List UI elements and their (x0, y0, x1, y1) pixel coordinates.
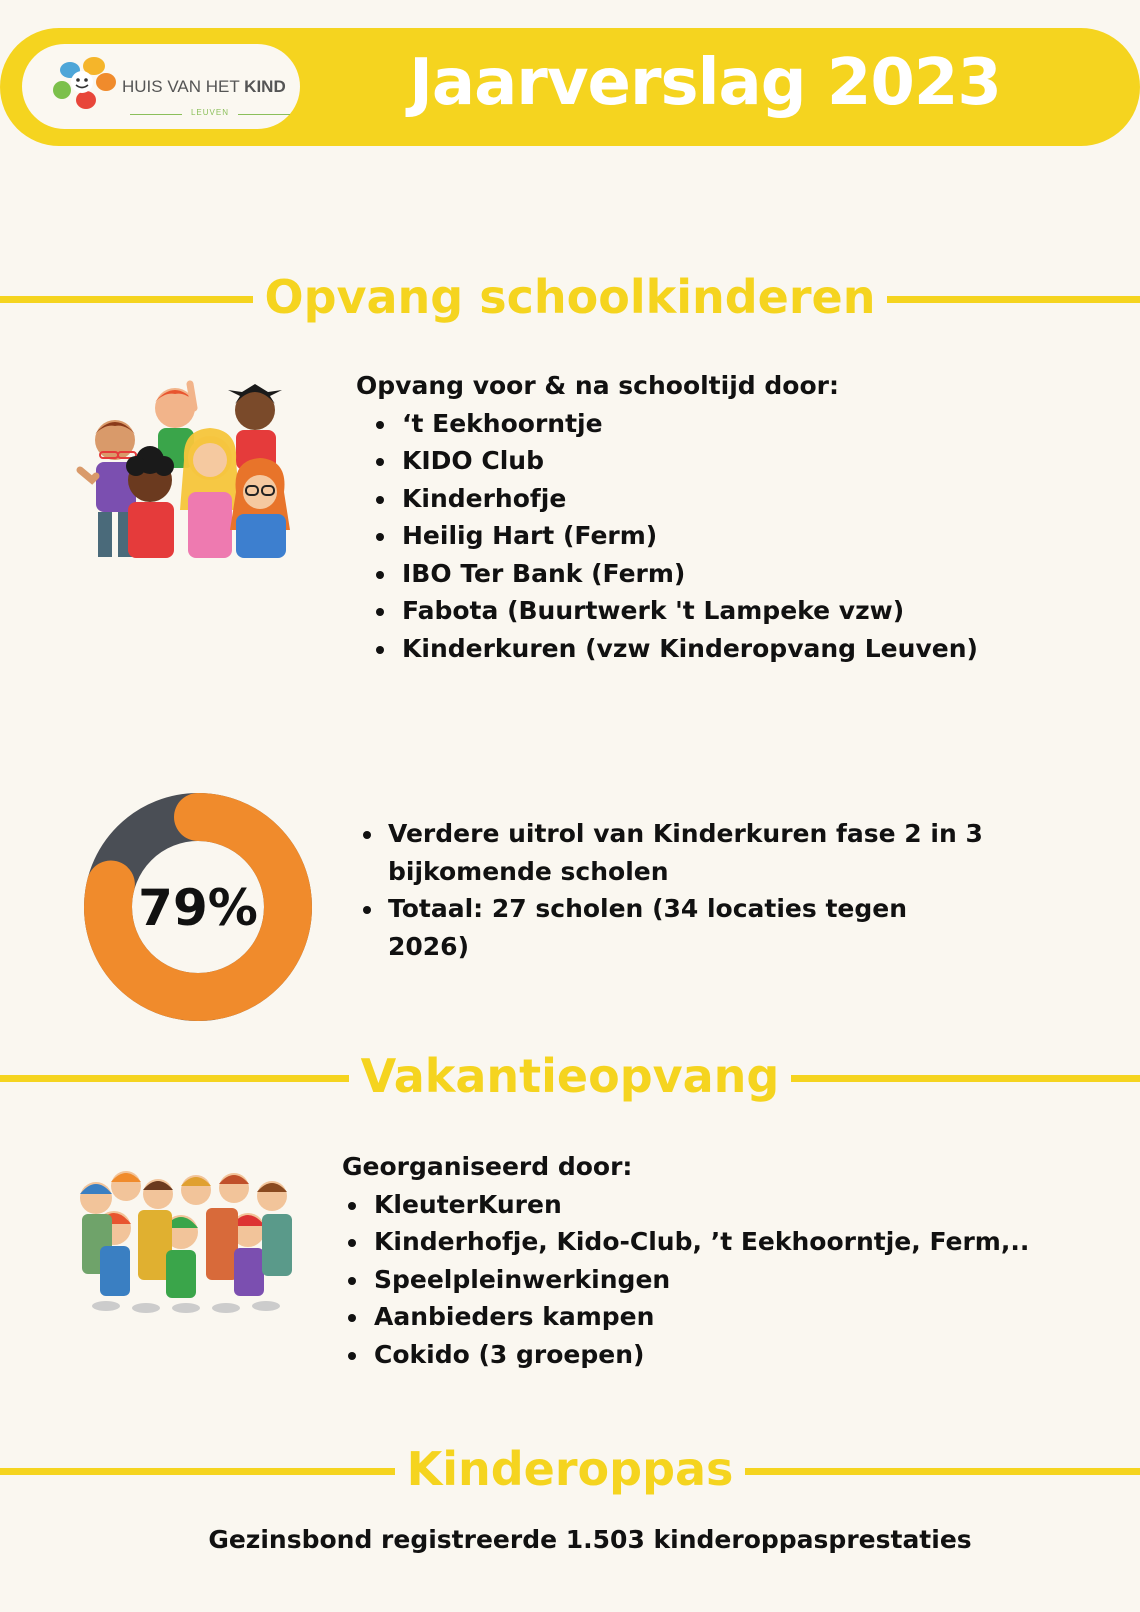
stat-list (356, 815, 996, 965)
opvang-lead: Opvang voor & na schooltijd door: (356, 371, 839, 400)
page-title: Jaarverslag 2023 (409, 46, 1001, 120)
percentage-donut (84, 793, 312, 1021)
list-item: KleuterKuren (328, 1186, 1029, 1224)
logo-wordmark: HUIS VAN HET KIND (122, 77, 286, 96)
list-item: IBO Ter Bank (Ferm) (356, 555, 978, 593)
children-group-icon (70, 380, 300, 560)
header-bar (0, 28, 1140, 146)
section-title-vakantie: Vakantieopvang (0, 1049, 1140, 1103)
campers-group-icon (66, 1158, 308, 1316)
vakantie-list (328, 1186, 1029, 1374)
list-item: ‘t Eekhoorntje (356, 405, 978, 443)
logo[interactable] (22, 44, 300, 129)
list-item: Kinderhofje, Kido-Club, ’t Eekhoorntje, Ferm,.. (328, 1223, 1029, 1261)
kinderoppas-text: Gezinsbond registreerde 1.503 kinderoppasprestaties (208, 1525, 972, 1554)
section-title-opvang: Opvang schoolkinderen (0, 270, 1140, 324)
opvang-list (356, 405, 978, 668)
section-title-kinderoppas: Kinderoppas (0, 1442, 1140, 1496)
list-item: Kinderhofje (356, 480, 978, 518)
list-item: Totaal: 27 scholen (34 locaties tegen 2026) (356, 890, 996, 965)
list-item: KIDO Club (356, 442, 978, 480)
vakantie-lead: Georganiseerd door: (342, 1152, 633, 1181)
stat-list-block (356, 815, 996, 965)
vakantie-list-block (342, 1148, 1029, 1373)
list-item: Verdere uitrol van Kinderkuren fase 2 in 3 bijkomende scholen (356, 815, 996, 890)
list-item: Fabota (Buurtwerk 't Lampeke vzw) (356, 592, 978, 630)
list-item: Heilig Hart (Ferm) (356, 517, 978, 555)
list-item: Cokido (3 groepen) (328, 1336, 1029, 1374)
flower-logo-icon (50, 52, 118, 112)
logo-subtitle: LEUVEN (130, 108, 290, 120)
list-item: Speelpleinwerkingen (328, 1261, 1029, 1299)
opvang-list-block (356, 367, 978, 667)
list-item: Kinderkuren (vzw Kinderopvang Leuven) (356, 630, 978, 668)
list-item: Aanbieders kampen (328, 1298, 1029, 1336)
donut-percent-label: 79% (138, 879, 258, 937)
